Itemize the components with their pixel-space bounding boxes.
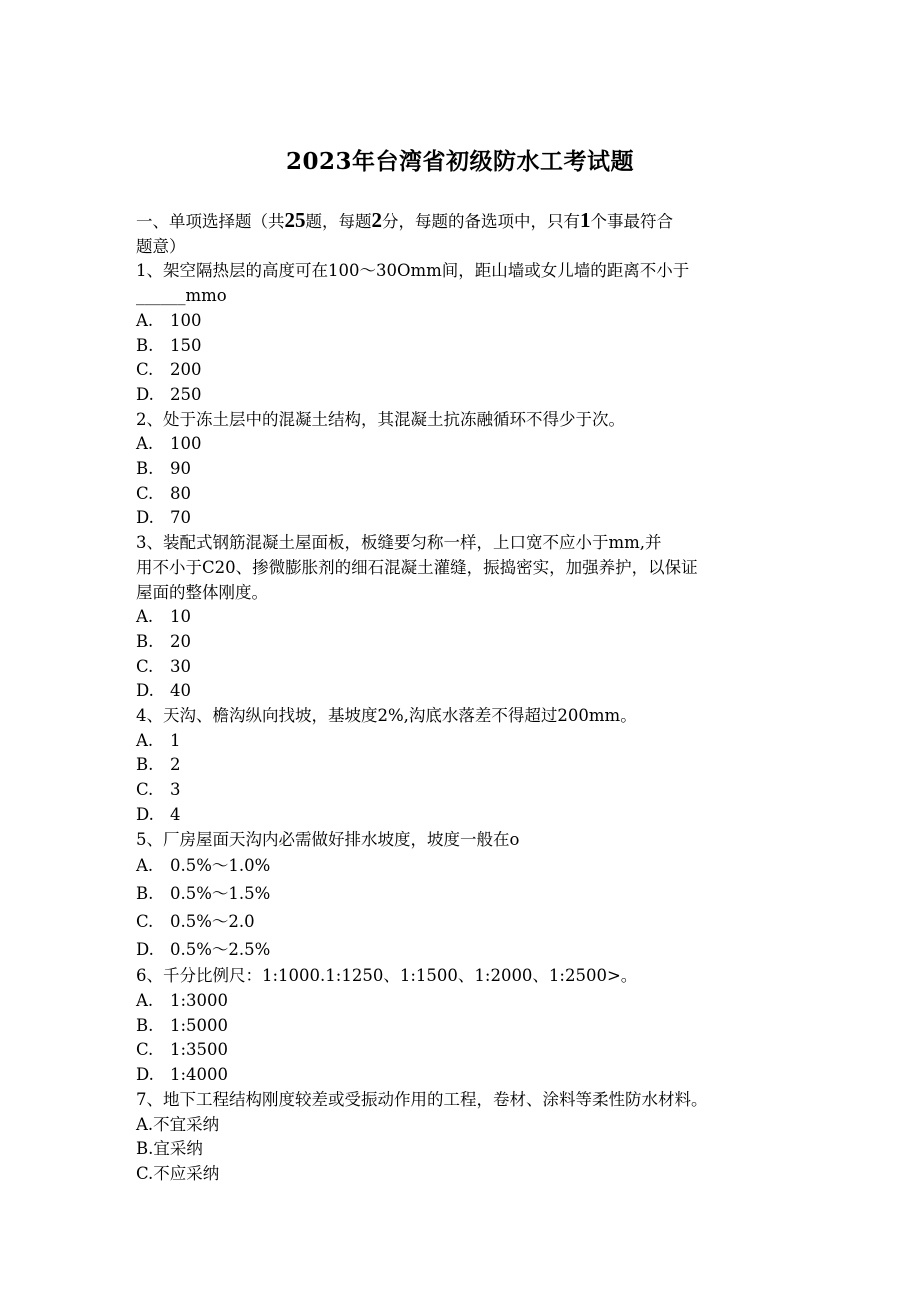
option: [136, 1063, 786, 1088]
option-text: 250: [170, 384, 202, 404]
option: [136, 655, 786, 680]
option-text: 80: [170, 483, 191, 503]
option-key: D.: [136, 384, 154, 404]
question-stem-continued: 屋面的整体刚度。: [136, 582, 268, 602]
exam-content: [136, 208, 786, 1187]
option-key: A.: [136, 990, 154, 1010]
option: [136, 729, 786, 754]
option-key: D.: [136, 681, 154, 701]
option-key: B.: [136, 335, 154, 355]
option-key: B.: [136, 884, 154, 904]
option-text: 200: [170, 360, 202, 380]
question-stem: 7、地下工程结构刚度较差或受振动作用的工程，卷材、涂料等柔性防水材料。: [136, 1089, 708, 1109]
option-text: 1:3000: [170, 990, 229, 1010]
option-key: C.: [136, 1040, 154, 1060]
option-key: B.: [136, 755, 154, 775]
option: [136, 852, 786, 880]
option: [136, 1014, 786, 1039]
option-key: B.: [136, 631, 154, 651]
option: [136, 630, 786, 655]
option-text: 宜采纳: [153, 1139, 203, 1159]
option: [136, 803, 786, 828]
option-key: B.: [136, 1139, 154, 1159]
option-text: 0.5%～1.0%: [170, 856, 271, 876]
option-key: D.: [136, 1065, 154, 1085]
option-text: 4: [170, 804, 181, 824]
option-text: 不宜采纳: [153, 1114, 220, 1134]
option-key: A.: [136, 607, 154, 627]
question-stem: 1、架空隔热层的高度可在100～30Omm间，距山墙或女儿墙的距离不小于: [136, 261, 690, 281]
option-text: 2: [170, 755, 181, 775]
question-stem: 3、装配式钢筋混凝土屋面板，板缝要匀称一样，上口宽不应小于mm,并: [136, 533, 662, 553]
option: [136, 1038, 786, 1063]
question-stem-continued: 用不小于C20、掺微膨胀剂的细石混凝土灌缝，振捣密实，加强养护，以保证: [136, 557, 698, 577]
option-text: 0.5%～2.0: [170, 912, 255, 932]
option: [136, 1162, 786, 1187]
option-key: C.: [136, 912, 154, 932]
option-text: 不应采纳: [153, 1163, 220, 1183]
option: [136, 358, 786, 383]
option: [136, 1113, 786, 1138]
option-key: C.: [136, 483, 154, 503]
option-key: C.: [136, 1163, 154, 1183]
option: [136, 753, 786, 778]
option-key: A.: [136, 730, 154, 750]
option: [136, 880, 786, 908]
option-text: 30: [170, 656, 191, 676]
option-text: 1:3500: [170, 1040, 229, 1060]
question-stem: 2、处于冻土层中的混凝土结构，其混凝土抗冻融循环不得少于次。: [136, 409, 625, 429]
option-key: C.: [136, 780, 154, 800]
option-text: 70: [170, 508, 191, 528]
option-text: 150: [170, 335, 202, 355]
option-key: D.: [136, 508, 154, 528]
option-text: 100: [170, 310, 202, 330]
option-key: C.: [136, 360, 154, 380]
option: [136, 309, 786, 334]
option: [136, 432, 786, 457]
option-key: A.: [136, 310, 154, 330]
question-stem-continued: ______mmo: [136, 286, 227, 306]
option: [136, 506, 786, 531]
question-stem: 6、千分比例尺：1:1000.1:1250、1:1500、1:2000、1:2500>。: [136, 966, 638, 986]
option: [136, 936, 786, 964]
question-stem: 5、厂房屋面天沟内必需做好排水坡度，坡度一般在o: [136, 829, 520, 849]
option: [136, 605, 786, 630]
option-text: 20: [170, 631, 191, 651]
option: [136, 908, 786, 936]
option-text: 40: [170, 681, 191, 701]
section-heading: 一、单项选择题（共25题，每题2分，每题的备选项中，只有1个事最符合 题意）: [136, 208, 673, 256]
option-text: 0.5%～2.5%: [170, 940, 271, 960]
option-text: 100: [170, 434, 202, 454]
option: [136, 482, 786, 507]
option: [136, 1137, 786, 1162]
option: [136, 778, 786, 803]
option-text: 1:4000: [170, 1065, 229, 1085]
option-key: B.: [136, 1015, 154, 1035]
option-key: D.: [136, 940, 154, 960]
option: [136, 679, 786, 704]
option-key: C.: [136, 656, 154, 676]
page-title: 2023年台湾省初级防水工考试题: [285, 148, 634, 175]
question-stem: 4、天沟、檐沟纵向找坡，基坡度2%,沟底水落差不得超过200mm。: [136, 706, 637, 726]
option-text: 0.5%～1.5%: [170, 884, 271, 904]
option-key: A.: [136, 856, 154, 876]
option-text: 1: [170, 730, 181, 750]
option-key: B.: [136, 459, 154, 479]
option-text: 90: [170, 459, 191, 479]
option: [136, 457, 786, 482]
option-key: A.: [136, 1114, 154, 1134]
option: [136, 989, 786, 1014]
option-key: D.: [136, 804, 154, 824]
option-text: 1:5000: [170, 1015, 229, 1035]
option-text: 3: [170, 780, 181, 800]
option: [136, 334, 786, 359]
option-key: A.: [136, 434, 154, 454]
option-text: 10: [170, 607, 191, 627]
option: [136, 383, 786, 408]
